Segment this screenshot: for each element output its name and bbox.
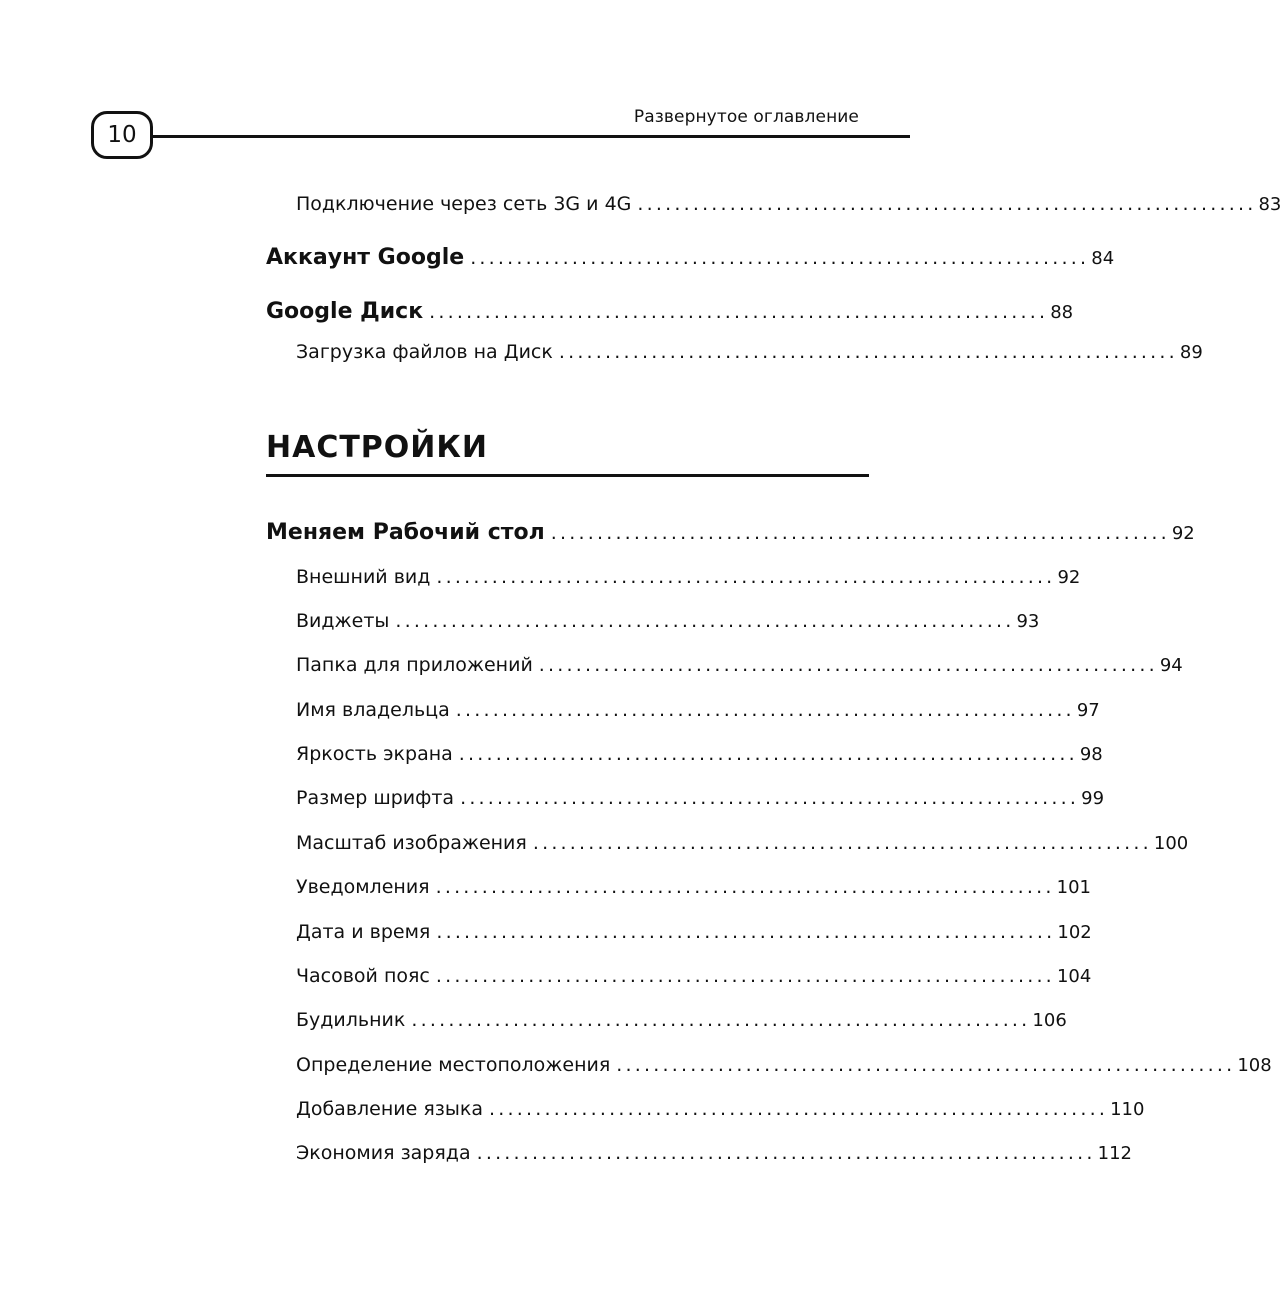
toc-entry[interactable] (0, 566, 1081, 588)
toc-entry[interactable] (0, 610, 1040, 632)
toc-entry-page: 94 (1159, 655, 1183, 676)
toc-leader-dots: ................................................................... (476, 1142, 1096, 1164)
toc-leader-dots: ................................................................... (637, 193, 1257, 215)
toc-entry-page: 110 (1110, 1099, 1145, 1120)
toc-entry-page: 112 (1097, 1143, 1133, 1164)
toc-entry-title: Имя владельца (296, 699, 450, 721)
toc-leader-dots: ................................................................... (558, 341, 1178, 363)
section-rule (266, 474, 869, 477)
toc-entry[interactable] (0, 965, 1092, 987)
toc-entry[interactable] (0, 193, 1281, 215)
toc-entry-title: Меняем Рабочий стол (266, 520, 545, 545)
section-heading: НАСТРОЙКИ (266, 430, 489, 465)
toc-entry-title: Масштаб изображения (296, 832, 527, 854)
toc-entry-page: 83 (1258, 194, 1281, 215)
toc-entry-title: Загрузка файлов на Диск (296, 341, 553, 363)
toc-leader-dots: ................................................................... (436, 566, 1056, 588)
toc-entry-page: 92 (1057, 567, 1081, 588)
toc-entry-title: Внешний вид (296, 566, 431, 588)
toc-entry[interactable] (0, 743, 1103, 765)
toc-entry-page: 104 (1056, 966, 1092, 987)
toc-leader-dots: ................................................................... (435, 876, 1055, 898)
toc-entry[interactable] (0, 1054, 1272, 1076)
running-head: Развернутое оглавление (633, 107, 859, 127)
toc-entry-title: Размер шрифта (296, 787, 455, 809)
toc-entry-title: Google Диск (266, 299, 424, 324)
toc-entry-page: 100 (1153, 833, 1189, 854)
toc-entry-page: 106 (1032, 1010, 1067, 1031)
toc-entry-title: Яркость экрана (296, 743, 453, 765)
toc-entry-title: Виджеты (296, 610, 390, 632)
toc-leader-dots: ................................................................... (538, 654, 1158, 676)
toc-leader-dots: ................................................................... (411, 1009, 1031, 1031)
toc-entry[interactable] (0, 699, 1100, 721)
toc-entry[interactable] (0, 921, 1092, 943)
toc-entry-page: 97 (1076, 700, 1100, 721)
toc-entry-title: Папка для приложений (296, 654, 533, 676)
toc-entry[interactable] (0, 520, 1195, 545)
toc-leader-dots: ................................................................... (395, 610, 1015, 632)
toc-entry-page: 101 (1056, 877, 1092, 898)
toc-entry-page: 92 (1171, 523, 1195, 544)
header-rule (150, 135, 910, 138)
page-number-badge (91, 111, 153, 159)
toc-entry[interactable] (0, 1142, 1133, 1164)
toc-entry-title: Аккаунт Google (266, 245, 465, 270)
toc-entry-page: 98 (1079, 744, 1103, 765)
toc-entry-title: Экономия заряда (296, 1142, 471, 1164)
toc-entry-page: 102 (1057, 922, 1092, 943)
toc-entry-title: Добавление языка (296, 1098, 484, 1120)
toc-entry[interactable] (0, 654, 1183, 676)
toc-entry-title: Подключение через сеть 3G и 4G (296, 193, 632, 215)
toc-entry-page: 93 (1016, 611, 1040, 632)
toc-leader-dots: ................................................................... (489, 1098, 1109, 1120)
toc-entry-title: Уведомления (296, 876, 430, 898)
toc-leader-dots: ................................................................... (435, 965, 1055, 987)
toc-leader-dots: ................................................................... (470, 247, 1090, 269)
toc-entry-title: Часовой пояс (296, 965, 430, 987)
toc-leader-dots: ................................................................... (616, 1054, 1236, 1076)
toc-entry[interactable] (0, 341, 1203, 363)
toc-entry-title: Будильник (296, 1009, 406, 1031)
toc-entry[interactable] (0, 876, 1092, 898)
toc-leader-dots: ................................................................... (429, 301, 1049, 323)
toc-entry-title: Определение местоположения (296, 1054, 611, 1076)
toc-leader-dots: ................................................................... (460, 787, 1080, 809)
toc-entry[interactable] (0, 1098, 1145, 1120)
toc-entry[interactable] (0, 832, 1189, 854)
toc-entry-page: 89 (1179, 342, 1203, 363)
toc-entry-page: 84 (1091, 248, 1115, 269)
toc-leader-dots: ................................................................... (532, 832, 1152, 854)
toc-entry[interactable] (0, 245, 1115, 270)
toc-entry[interactable] (0, 299, 1074, 324)
toc-entry-page: 88 (1050, 302, 1074, 323)
toc-leader-dots: ................................................................... (455, 699, 1075, 721)
toc-entry-page: 108 (1237, 1055, 1272, 1076)
toc-leader-dots: ................................................................... (550, 522, 1170, 544)
toc-entry-title: Дата и время (296, 921, 431, 943)
toc-entry[interactable] (0, 1009, 1067, 1031)
page-number: 10 (107, 122, 137, 148)
toc-leader-dots: ................................................................... (458, 743, 1078, 765)
toc-entry-page: 99 (1081, 788, 1105, 809)
toc-entry[interactable] (0, 787, 1105, 809)
toc-leader-dots: ................................................................... (436, 921, 1056, 943)
